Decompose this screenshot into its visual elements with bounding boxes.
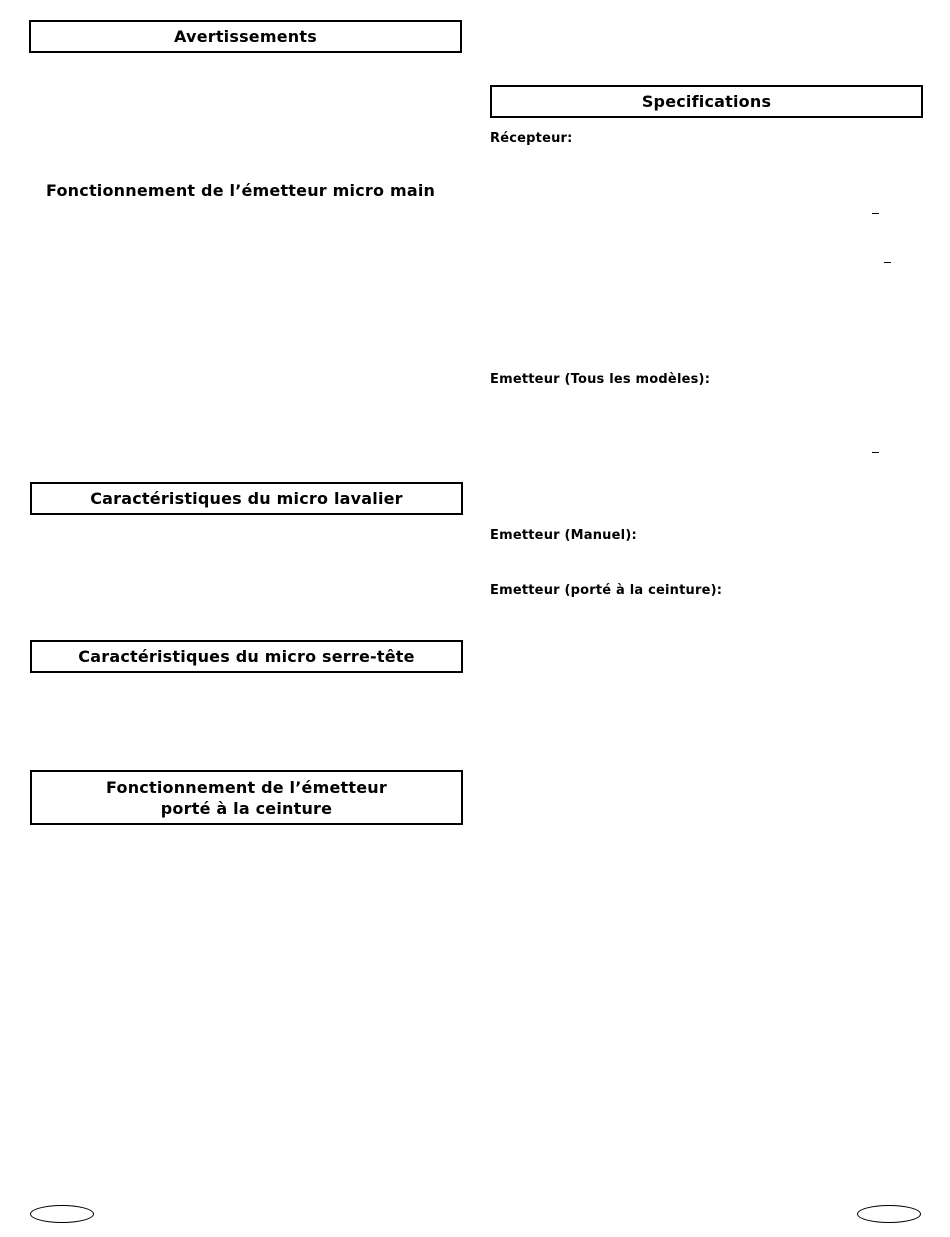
handheld-operation-heading: Fonctionnement de l’émetteur micro main [46, 181, 436, 200]
warnings-heading-text: Avertissements [174, 27, 317, 46]
receiver-label: Récepteur: [490, 131, 573, 146]
warnings-heading [29, 20, 462, 53]
dash-mark [872, 452, 879, 453]
right-page-number-oval [857, 1205, 921, 1223]
headset-features-heading [30, 640, 463, 673]
transmitter-handheld-label: Emetteur (Manuel): [490, 528, 637, 543]
beltpack-heading-line2: porté à la ceinture [160, 798, 333, 818]
beltpack-heading-line1: Fonctionnement de l’émetteur [106, 777, 387, 797]
beltpack-operation-heading [30, 770, 463, 825]
headset-features-heading-text: Caractéristiques du micro serre-tête [78, 647, 415, 666]
transmitter-all-models-label: Emetteur (Tous les modèles): [490, 372, 711, 387]
lavalier-features-heading-text: Caractéristiques du micro lavalier [90, 489, 403, 508]
dash-mark [872, 213, 879, 214]
specifications-heading-text: Specifications [641, 92, 772, 111]
specifications-heading [490, 85, 923, 118]
left-page-number-oval [30, 1205, 94, 1223]
transmitter-beltpack-label: Emetteur (porté à la ceinture): [490, 583, 723, 598]
lavalier-features-heading [30, 482, 463, 515]
dash-mark [884, 262, 891, 263]
